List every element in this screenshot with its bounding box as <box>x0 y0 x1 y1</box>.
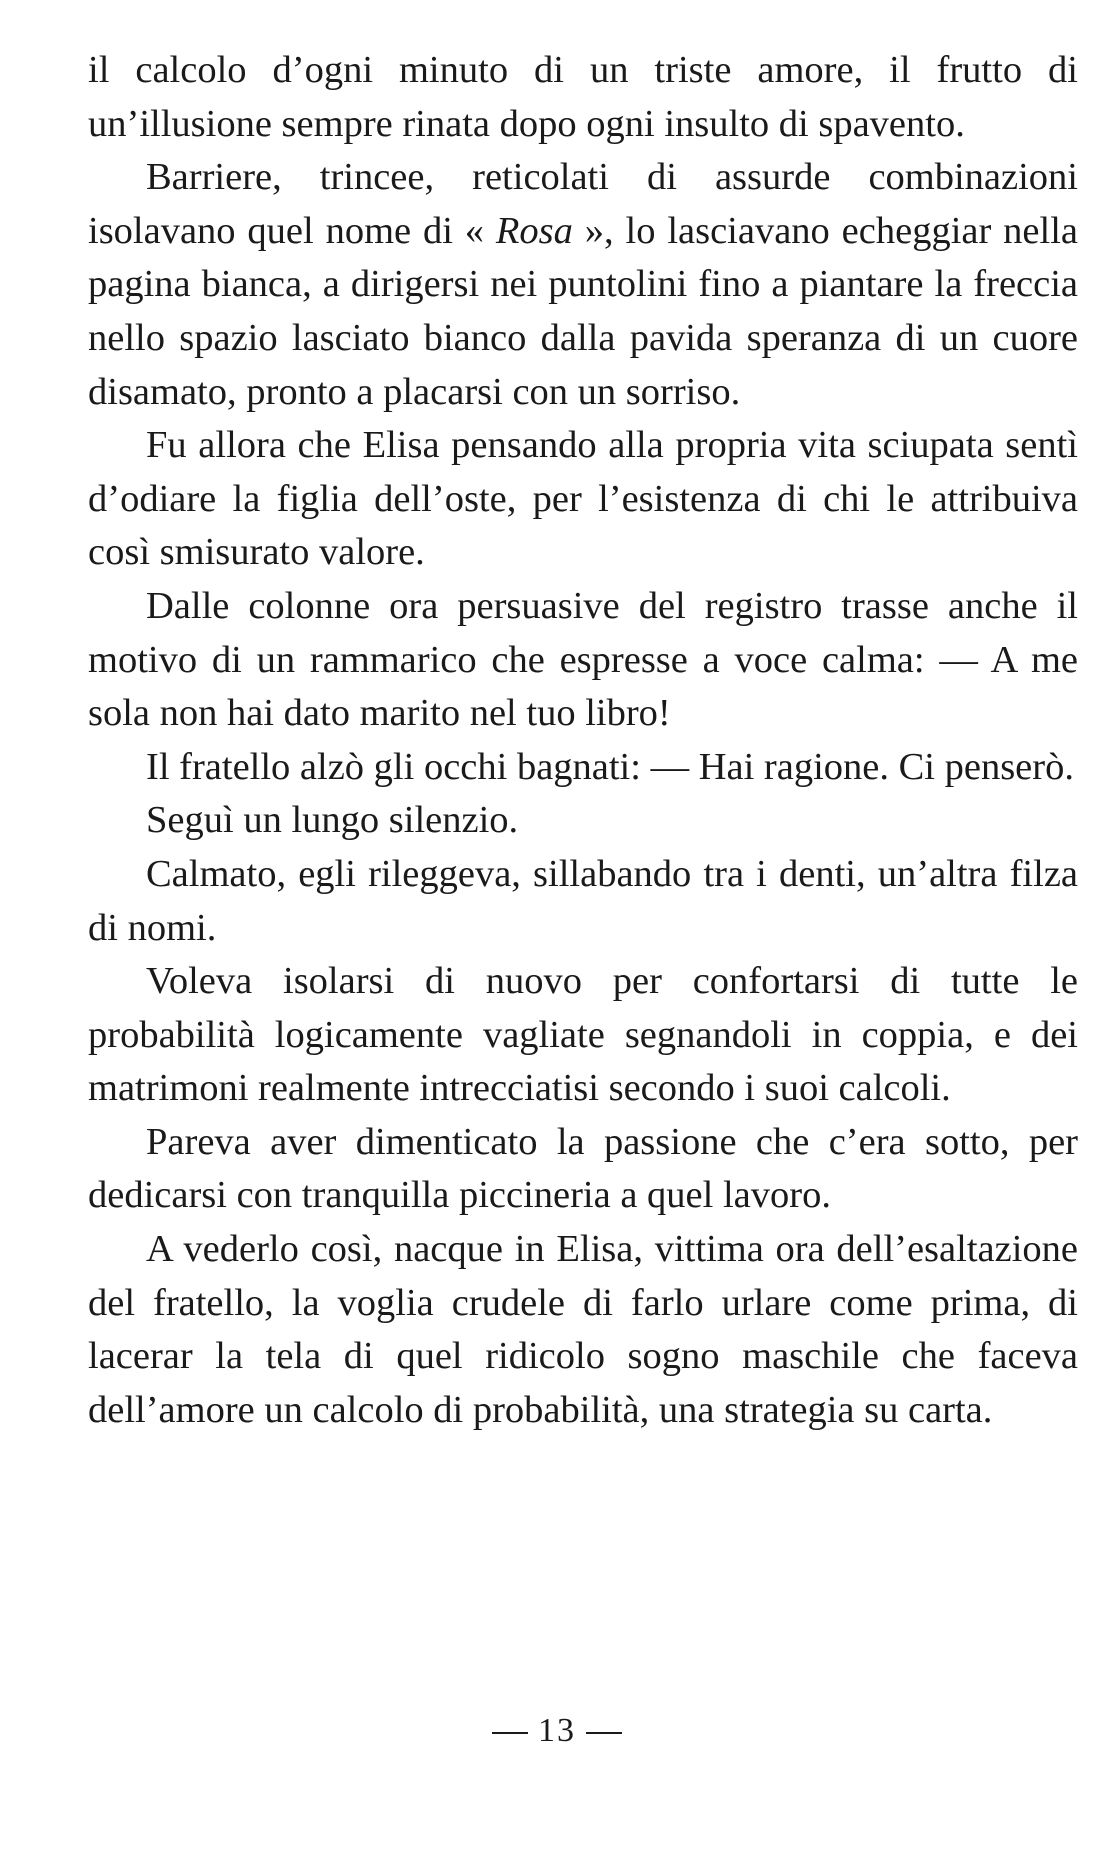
paragraph-9 <box>88 1116 1078 1223</box>
paragraph-2-text-a: Barriere, trincee, reticolati di assurde combinazioni isolavano quel nome di « <box>88 156 1078 252</box>
paragraph-7 <box>88 848 1078 955</box>
paragraph-4 <box>88 580 1078 741</box>
paragraph-9-text: Pareva aver dimenticato la passione che c’era sotto, per dedicarsi con tranquilla piccineria a quel lavoro. <box>88 1120 1078 1217</box>
paragraph-1 <box>88 44 1078 151</box>
paragraph-1-text: il calcolo d’ogni minuto di un triste amore, il frutto di un’illusione sempre rinata dopo ogni insulto di spavento. <box>88 49 1078 145</box>
paragraph-6-text: Seguì un lungo silenzio. <box>146 799 519 842</box>
paragraph-5 <box>88 741 1078 795</box>
paragraph-10 <box>88 1223 1078 1437</box>
paragraph-8-text: Voleva isolarsi di nuovo per confortarsi di tutte le probabilità logicamente vagliate segnandoli in coppia, e dei matrimoni realmente intrecciatisi secondo i suoi calcoli. <box>88 960 1078 1110</box>
paragraph-7-text: Calmato, egli rileggeva, sillabando tra i denti, un’altra filza di nomi. <box>88 852 1078 949</box>
paragraph-6 <box>88 794 1078 848</box>
paragraph-3 <box>88 419 1078 580</box>
paragraph-8 <box>88 955 1078 1116</box>
paragraph-5-text: Il fratello alzò gli occhi bagnati: — Hai ragione. Ci penserò. <box>146 745 1074 788</box>
dash-right <box>586 1732 622 1734</box>
paragraph-2-emphasis: Rosa <box>495 209 573 252</box>
paragraph-2 <box>88 151 1078 419</box>
paragraph-10-text: A vederlo così, nacque in Elisa, vittima ora dell’esaltazione del fratello, la voglia crudele di farlo urlare come prima, di lacerar la tela di quel ridicolo sogno maschile che faceva dell’amore un calcolo di probabilità, una strategia su carta. <box>88 1228 1078 1431</box>
paragraph-4-text: Dalle colonne ora persuasive del registro trasse anche il motivo di un rammarico che espresse a voce calma: — A me sola non hai dato marito nel tuo libro! <box>88 584 1078 735</box>
page-number <box>0 1712 1114 1750</box>
page-number-value: 13 <box>538 1712 576 1749</box>
dash-left <box>492 1732 528 1734</box>
paragraph-2-text-b: », lo lasciavano echeggiar nella pagina bianca, a dirigersi nei puntolini fino a piantare la freccia nello spazio lasciato bianco dalla pavida speranza di un cuore disamato, pronto a placarsi con un sorriso. <box>88 209 1078 413</box>
paragraph-3-text: Fu allora che Elisa pensando alla propria vita sciupata sentì d’odiare la figlia dell’oste, per l’esistenza di chi le attribuiva così smisurato valore. <box>88 424 1078 574</box>
page-body <box>88 44 1078 1437</box>
